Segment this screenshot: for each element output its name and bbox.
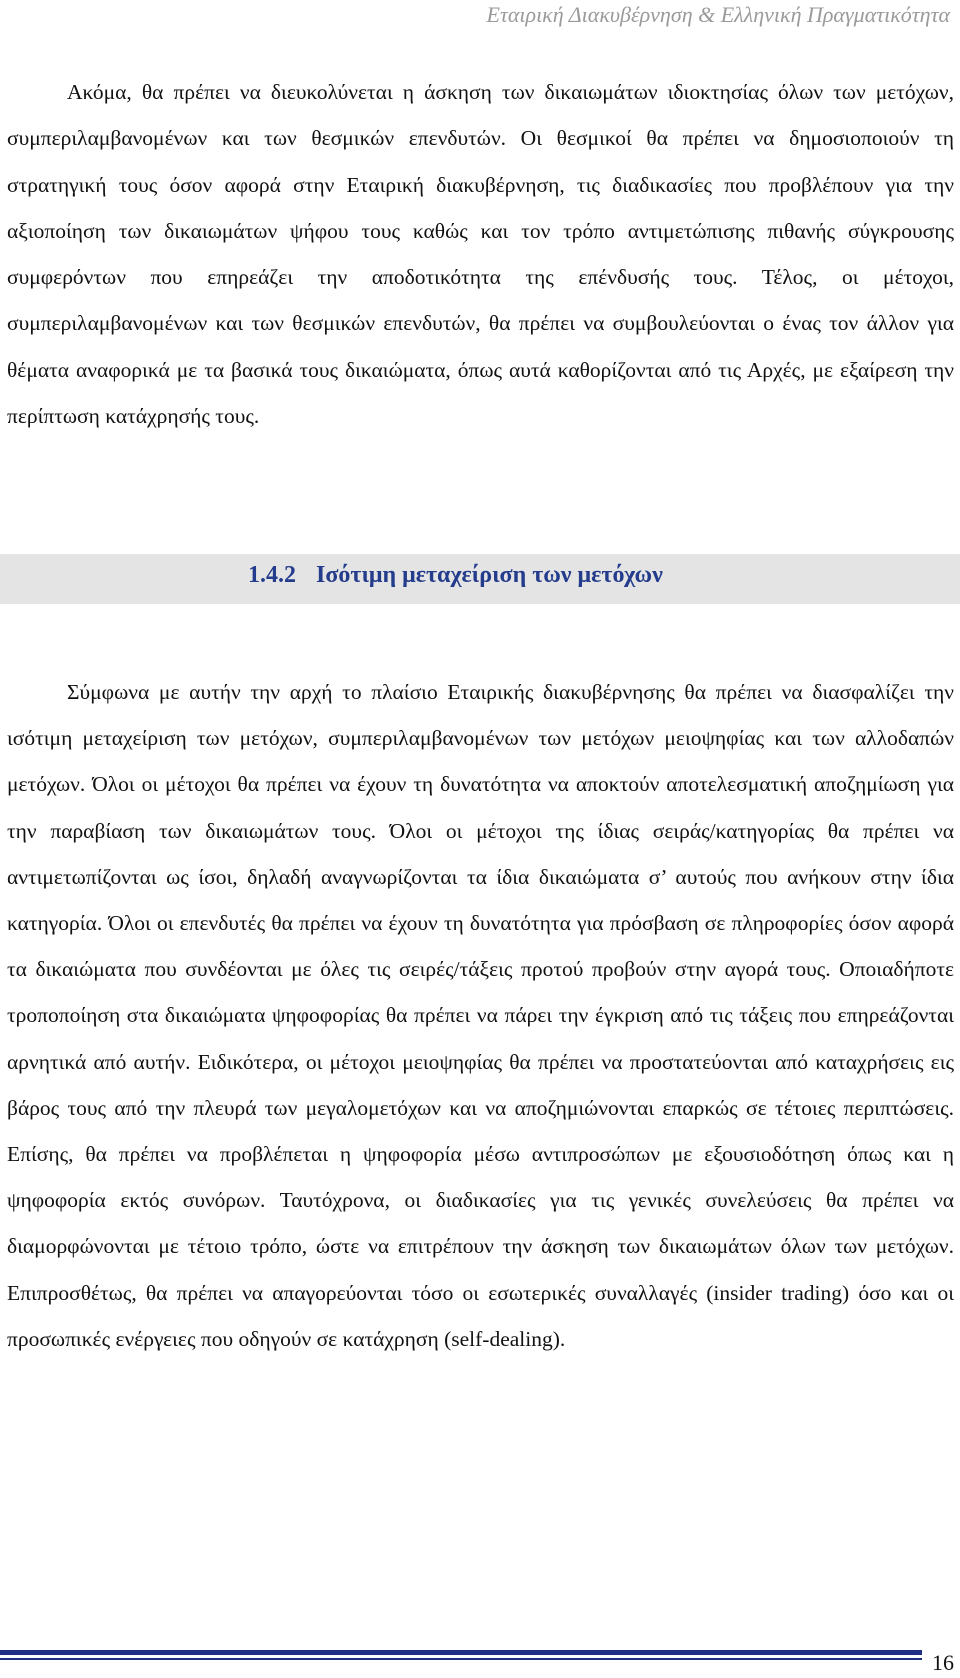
section-number: 1.4.2 (248, 562, 296, 588)
running-header: Εταιρική Διακυβέρνηση & Ελληνική Πραγματικότητα (486, 2, 950, 27)
section-heading (248, 562, 663, 589)
footer-rule-thick (0, 1650, 922, 1655)
section-title-text: Ισότιμη μεταχείριση των μετόχων (316, 562, 663, 588)
page-number: 16 (932, 1650, 954, 1675)
body-paragraph-1: Ακόμα, θα πρέπει να διευκολύνεται η άσκηση των δικαιωμάτων ιδιοκτησίας όλων των μετόχων, συμπεριλαμβανομένων και των θεσμικών επενδυτών. Οι θεσμικοί θα πρέπει να δημοσιοποιούν τη στρατηγική τους όσον αφορά στην Εταιρική διακυβέρνηση, τις διαδικασίες που προβλέπουν για την αξιοποίηση των δικαιωμάτων ψήφου τους καθώς και τον τρόπο αντιμετώπισης πιθανής σύγκρουσης συμφερόντων που επηρεάζει την αποδοτικότητα της επένδυσής τους. Τέλος, οι μέτοχοι, συμπεριλαμβανομένων και των θεσμικών επενδυτών, θα πρέπει να συμβουλεύονται ο ένας τον άλλον για θέματα αναφορικά με τα βασικά τους δικαιώματα, όπως αυτά καθορίζονται από τις Αρχές, με εξαίρεση την περίπτωση κατάχρησής τους. (7, 80, 954, 429)
body-paragraph-2: Σύμφωνα με αυτήν την αρχή το πλαίσιο Εταιρικής διακυβέρνησης θα πρέπει να διασφαλίζει την ισότιμη μεταχείριση των μετόχων, συμπεριλαμβανομένων των μετόχων μειοψηφίας και των αλλοδαπών μετόχων. Όλοι οι μέτοχοι θα πρέπει να έχουν τη δυνατότητα να αποκτούν αποτελεσματική αποζημίωση για την παραβίαση των δικαιωμάτων τους. Όλοι οι μέτοχοι της ίδιας σειράς/κατηγορίας θα πρέπει να αντιμετωπίζονται ως ίσοι, δηλαδή αναγνωρίζονται τα ίδια δικαιώματα σ’ αυτούς που ανήκουν στην ίδια κατηγορία. Όλοι οι επενδυτές θα πρέπει να έχουν τη δυνατότητα για πρόσβαση σε πληροφορίες όσον αφορά τα δικαιώματα που συνδέονται με όλες τις σειρές/τάξεις προτού προβούν στην αγορά τους. Οποιαδήποτε τροποποίηση στα δικαιώματα ψηφοφορίας θα πρέπει να πάρει την έγκριση από τις τάξεις που επηρεάζονται αρνητικά από αυτήν. Ειδικότερα, οι μέτοχοι μειοψηφίας θα πρέπει να προστατεύονται από καταχρήσεις εις βάρος τους από την πλευρά των μεγαλομετόχων και να αποζημιώνονται επαρκώς σε τέτοιες περιπτώσεις. Επίσης, θα πρέπει να προβλέπεται η ψηφοφορία μέσω αντιπροσώπων με εξουσιοδότηση όπως και η ψηφοφορία εκτός συνόρων. Ταυτόχρονα, οι διαδικασίες για τις γενικές συνελεύσεις θα πρέπει να διαμορφώνονται με τέτοιο τρόπο, ώστε να επιτρέπουν την άσκηση των δικαιωμάτων όλων των μετόχων. Επιπροσθέτως, θα πρέπει να απαγορεύονται τόσο οι εσωτερικές συναλλαγές (insider trading) όσο και οι προσωπικές ενέργειες που οδηγούν σε κατάχρηση (self-dealing). (7, 680, 955, 1351)
footer-rule-thin (0, 1658, 922, 1660)
